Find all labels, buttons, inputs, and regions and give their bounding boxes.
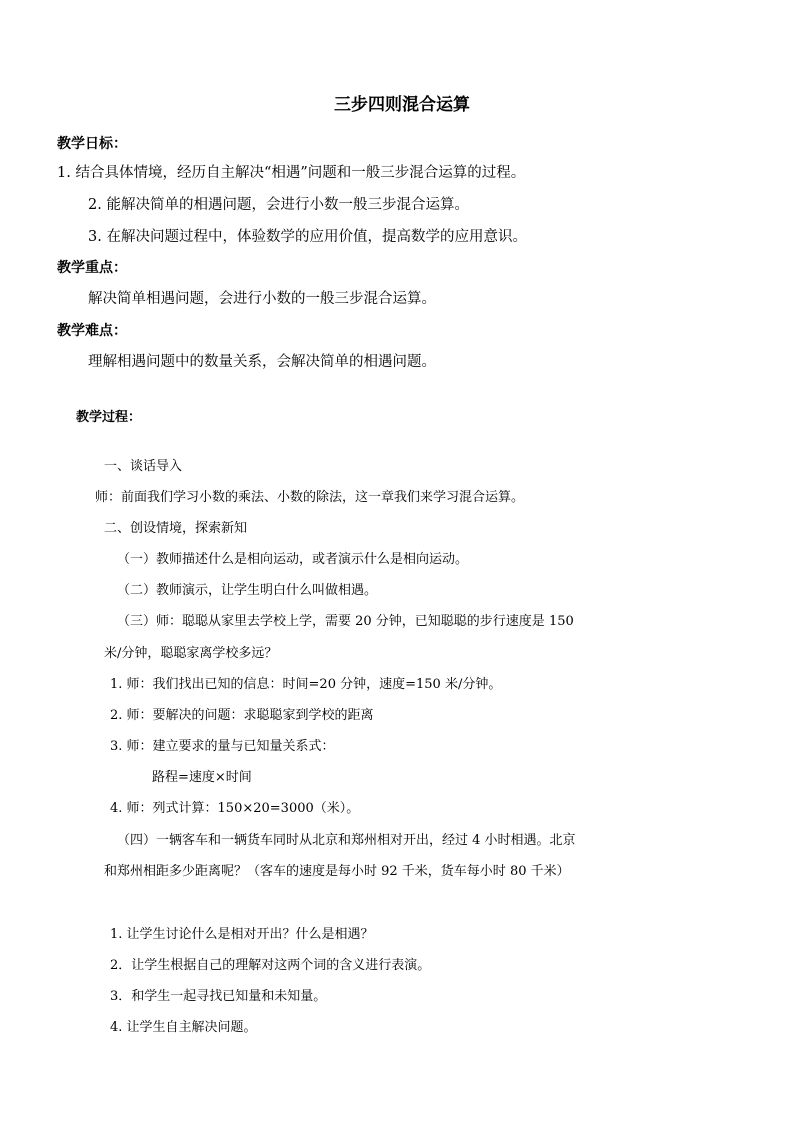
difficult-heading: 教学难点： [57,323,127,339]
goals-heading: 教学日标： [57,136,127,152]
paragraph: （三）师：聪聪从家里去学校上学，需要 20 分钟，已知聪聪的步行速度是 150 [117,614,574,629]
paragraph: （二）教师演示，让学生明白什么叫做相遇。 [117,583,378,598]
paragraph: 米/分钟，聪聪家离学校多远？ [104,646,278,661]
paragraph: （一）教师描述什么是相向运动，或者演示什么是相向运动。 [117,552,469,567]
page-title: 三步四则混合运算 [334,95,470,115]
list-item: 3．和学生一起寻找已知量和未知量。 [110,989,327,1004]
difficult-text: 理解相遇问题中的数量关系，会解决简单的相遇问题。 [88,354,436,370]
key-text: 解决简单相遇问题，会进行小数的一般三步混合运算。 [88,291,436,307]
process-heading: 教学过程： [76,410,142,425]
section-heading: 二、创设情境，探索新知 [104,521,248,536]
list-item: 2．让学生根据自己的理解对这两个词的含义进行表演。 [110,958,431,973]
goal-item: 3. 在解决问题过程中，体验数学的应用价值，提高数学的应用意识。 [88,229,527,245]
paragraph: （四）一辆客车和一辆货车同时从北京和郑州相对开出，经过 4 小时相遇。北京 [117,833,576,848]
section-heading: 一、谈话导入 [104,459,183,474]
formula: 路程=速度×时间 [152,770,252,785]
paragraph: 和郑州相距多少距离呢？（客车的速度是每小时 92 千米，货车每小时 80 千米） [104,864,570,879]
list-item: 3. 师：建立要求的量与已知量关系式： [110,739,335,754]
list-item: 4. 让学生自主解决问题。 [110,1020,257,1035]
list-item: 2. 师：要解决的问题：求聪聪家到学校的距离 [110,708,374,723]
list-item: 1. 让学生讨论什么是相对开出？什么是相遇？ [110,927,374,942]
list-item: 1. 师：我们找出已知的信息：时间=20 分钟，速度=150 米/分钟。 [110,677,502,692]
goal-item: 1. 结合具体情境，经历自主解决“相遇”问题和一般三步混合运算的过程。 [57,165,526,181]
paragraph: 师：前面我们学习小数的乘法、小数的除法，这一章我们来学习混合运算。 [95,490,525,505]
key-heading: 教学重点： [57,260,127,276]
list-item: 4. 师：列式计算：150×20=3000（米）。 [110,801,360,816]
goal-item: 2. 能解决简单的相遇问题，会进行小数一般三步混合运算。 [88,197,469,213]
